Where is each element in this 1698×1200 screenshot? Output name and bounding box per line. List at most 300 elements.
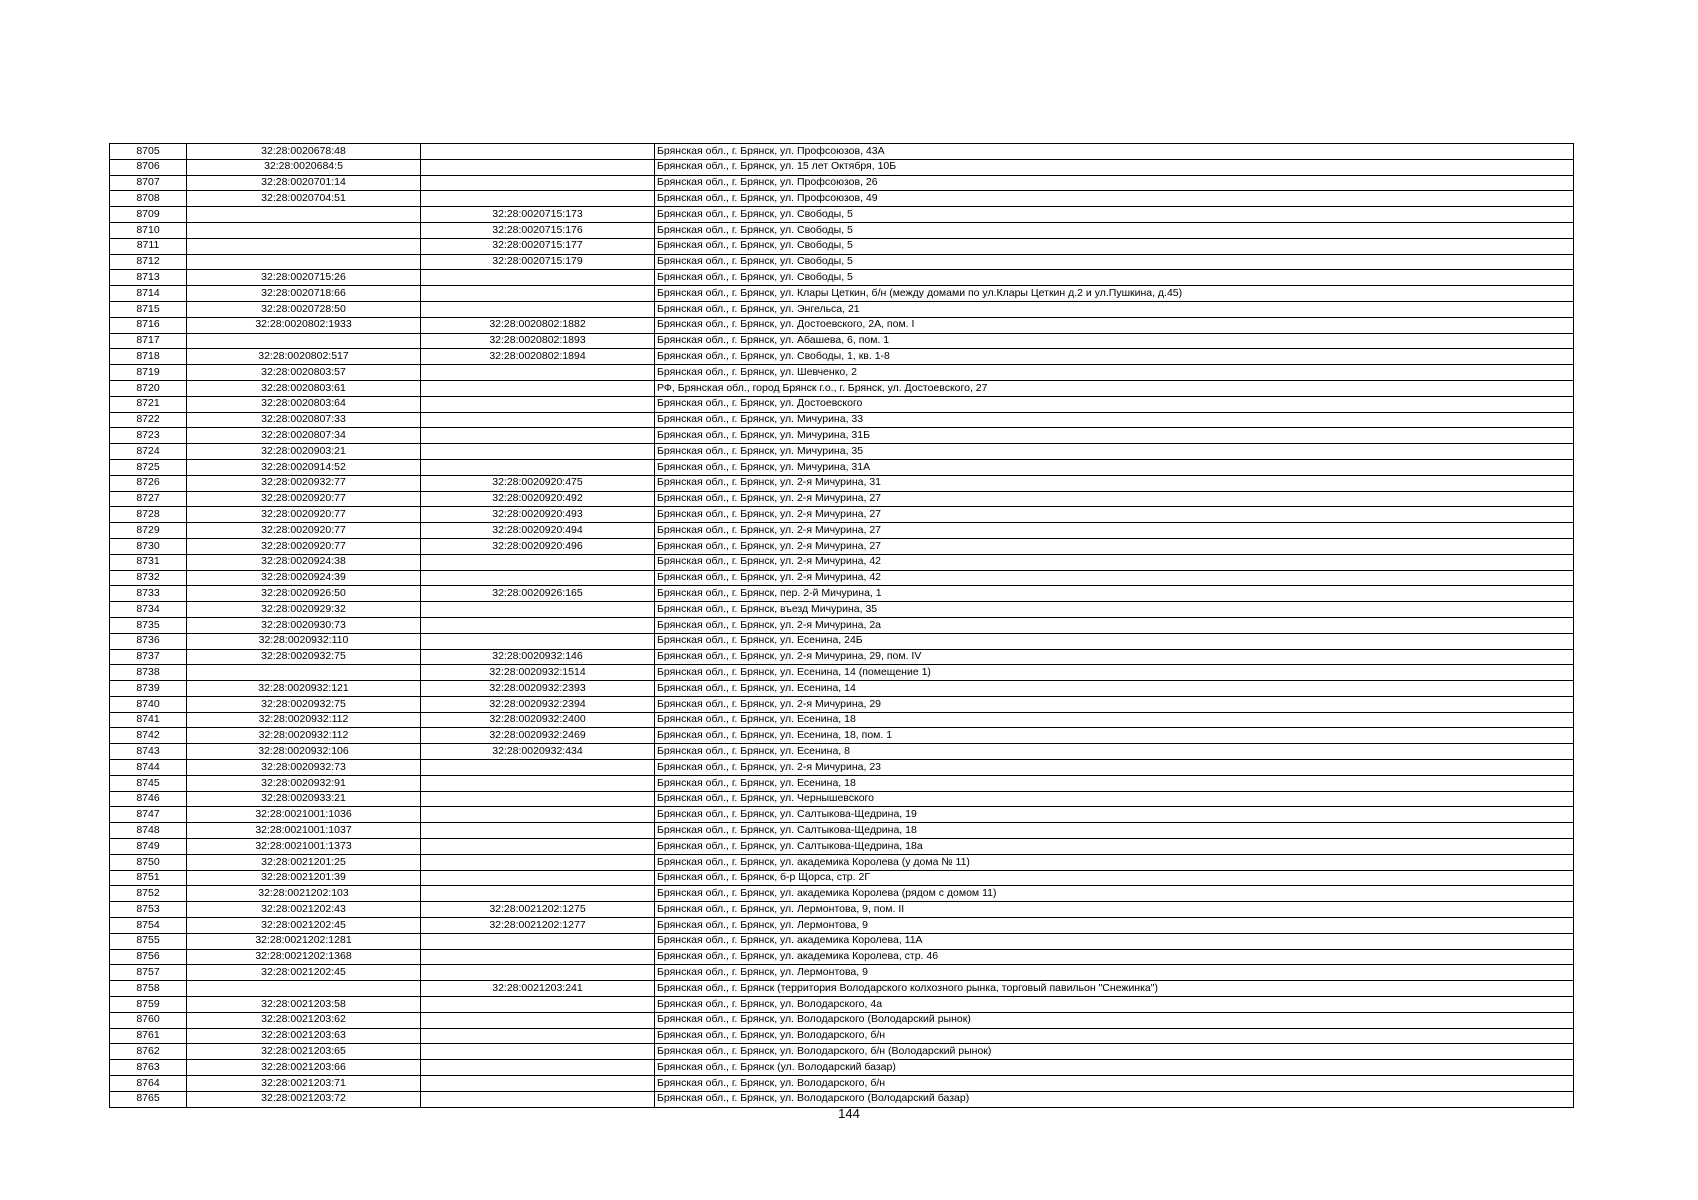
object-cadastral-number-cell: [421, 444, 655, 460]
address-cell: Брянская обл., г. Брянск, ул. Лермонтова, 9, пом. II: [655, 902, 1574, 918]
row-number-cell: 8745: [110, 775, 187, 791]
address-cell: Брянская обл., г. Брянск, ул. Энгельса, 21: [655, 301, 1574, 317]
row-number-cell: 8735: [110, 617, 187, 633]
address-cell: Брянская обл., г. Брянск, ул. Профсоюзов, 49: [655, 191, 1574, 207]
object-cadastral-number-cell: 32:28:0020932:2393: [421, 681, 655, 697]
land-cadastral-number-cell: 32:28:0021201:25: [187, 854, 421, 870]
table-row: [110, 870, 1574, 886]
land-cadastral-number-cell: 32:28:0020932:75: [187, 696, 421, 712]
object-cadastral-number-cell: [421, 1028, 655, 1044]
row-number-cell: 8761: [110, 1028, 187, 1044]
row-number-cell: 8743: [110, 744, 187, 760]
object-cadastral-number-cell: [421, 1091, 655, 1107]
row-number-cell: 8739: [110, 681, 187, 697]
land-cadastral-number-cell: 32:28:0021203:72: [187, 1091, 421, 1107]
land-cadastral-number-cell: 32:28:0020932:112: [187, 712, 421, 728]
table-row: [110, 1012, 1574, 1028]
land-cadastral-number-cell: 32:28:0020932:121: [187, 681, 421, 697]
land-cadastral-number-cell: 32:28:0020914:52: [187, 459, 421, 475]
land-cadastral-number-cell: 32:28:0020807:34: [187, 428, 421, 444]
row-number-cell: 8719: [110, 365, 187, 381]
object-cadastral-number-cell: [421, 823, 655, 839]
object-cadastral-number-cell: [421, 1076, 655, 1092]
table-row: [110, 965, 1574, 981]
row-number-cell: 8751: [110, 870, 187, 886]
table-row: [110, 681, 1574, 697]
object-cadastral-number-cell: [421, 554, 655, 570]
row-number-cell: 8731: [110, 554, 187, 570]
object-cadastral-number-cell: [421, 1060, 655, 1076]
land-cadastral-number-cell: [187, 254, 421, 270]
address-cell: Брянская обл., г. Брянск, ул. академика Королева (рядом с домом 11): [655, 886, 1574, 902]
row-number-cell: 8750: [110, 854, 187, 870]
row-number-cell: 8727: [110, 491, 187, 507]
address-cell: Брянская обл., г. Брянск, ул. Салтыкова-Щедрина, 18а: [655, 839, 1574, 855]
object-cadastral-number-cell: 32:28:0021202:1275: [421, 902, 655, 918]
address-cell: Брянская обл., г. Брянск, ул. Есенина, 24Б: [655, 633, 1574, 649]
row-number-cell: 8712: [110, 254, 187, 270]
address-cell: Брянская обл., г. Брянск, ул. Профсоюзов, 43А: [655, 144, 1574, 160]
address-cell: Брянская обл., г. Брянск, ул. Есенина, 18: [655, 775, 1574, 791]
address-cell: Брянская обл., г. Брянск, ул. 2-я Мичурина, 42: [655, 570, 1574, 586]
object-cadastral-number-cell: [421, 854, 655, 870]
address-cell: Брянская обл., г. Брянск, ул. Лермонтова, 9: [655, 965, 1574, 981]
table-row: [110, 238, 1574, 254]
table-row: [110, 981, 1574, 997]
address-cell: Брянская обл., г. Брянск, ул. Лермонтова, 9: [655, 918, 1574, 934]
land-cadastral-number-cell: 32:28:0020924:39: [187, 570, 421, 586]
row-number-cell: 8733: [110, 586, 187, 602]
object-cadastral-number-cell: [421, 286, 655, 302]
row-number-cell: 8707: [110, 175, 187, 191]
address-cell: Брянская обл., г. Брянск, ул. Есенина, 18, пом. 1: [655, 728, 1574, 744]
address-cell: Брянская обл., г. Брянск, ул. Свободы, 5: [655, 238, 1574, 254]
object-cadastral-number-cell: [421, 1012, 655, 1028]
land-cadastral-number-cell: 32:28:0020933:21: [187, 791, 421, 807]
land-cadastral-number-cell: 32:28:0020803:64: [187, 396, 421, 412]
object-cadastral-number-cell: [421, 602, 655, 618]
table-row: [110, 602, 1574, 618]
address-cell: Брянская обл., г. Брянск, ул. Володарского, 4а: [655, 997, 1574, 1013]
address-cell: Брянская обл., г. Брянск, ул. 2-я Мичурина, 27: [655, 491, 1574, 507]
land-cadastral-number-cell: [187, 665, 421, 681]
row-number-cell: 8721: [110, 396, 187, 412]
row-number-cell: 8717: [110, 333, 187, 349]
row-number-cell: 8705: [110, 144, 187, 160]
table-row: [110, 997, 1574, 1013]
table-row: [110, 949, 1574, 965]
address-cell: Брянская обл., г. Брянск (ул. Володарский базар): [655, 1060, 1574, 1076]
object-cadastral-number-cell: 32:28:0020932:146: [421, 649, 655, 665]
land-cadastral-number-cell: 32:28:0020924:38: [187, 554, 421, 570]
address-cell: Брянская обл., г. Брянск, б-р Щорса, стр. 2Г: [655, 870, 1574, 886]
land-cadastral-number-cell: [187, 222, 421, 238]
object-cadastral-number-cell: [421, 301, 655, 317]
object-cadastral-number-cell: [421, 633, 655, 649]
row-number-cell: 8713: [110, 270, 187, 286]
table-row: [110, 207, 1574, 223]
table-row: [110, 728, 1574, 744]
row-number-cell: 8711: [110, 238, 187, 254]
row-number-cell: 8764: [110, 1076, 187, 1092]
row-number-cell: 8741: [110, 712, 187, 728]
address-cell: Брянская обл., г. Брянск, ул. 2-я Мичурина, 42: [655, 554, 1574, 570]
row-number-cell: 8759: [110, 997, 187, 1013]
row-number-cell: 8749: [110, 839, 187, 855]
row-number-cell: 8740: [110, 696, 187, 712]
row-number-cell: 8723: [110, 428, 187, 444]
object-cadastral-number-cell: 32:28:0020920:492: [421, 491, 655, 507]
row-number-cell: 8747: [110, 807, 187, 823]
table-row: [110, 918, 1574, 934]
address-cell: Брянская обл., г. Брянск, ул. Мичурина, 35: [655, 444, 1574, 460]
land-cadastral-number-cell: 32:28:0021203:71: [187, 1076, 421, 1092]
land-cadastral-number-cell: [187, 981, 421, 997]
row-number-cell: 8715: [110, 301, 187, 317]
row-number-cell: 8744: [110, 760, 187, 776]
address-cell: Брянская обл., г. Брянск, ул. 2-я Мичурина, 27: [655, 507, 1574, 523]
land-cadastral-number-cell: 32:28:0021202:45: [187, 965, 421, 981]
address-cell: Брянская обл., г. Брянск, ул. Клары Цеткин, б/н (между домами по ул.Клары Цеткин д.2 и ул.Пушкина, д.45): [655, 286, 1574, 302]
object-cadastral-number-cell: 32:28:0020920:496: [421, 538, 655, 554]
table-row: [110, 744, 1574, 760]
row-number-cell: 8757: [110, 965, 187, 981]
row-number-cell: 8716: [110, 317, 187, 333]
row-number-cell: 8756: [110, 949, 187, 965]
table-row: [110, 459, 1574, 475]
address-cell: Брянская обл., г. Брянск, ул. Абашева, 6, пом. 1: [655, 333, 1574, 349]
table-row: [110, 633, 1574, 649]
object-cadastral-number-cell: 32:28:0020920:494: [421, 523, 655, 539]
table-row: [110, 712, 1574, 728]
row-number-cell: 8736: [110, 633, 187, 649]
row-number-cell: 8742: [110, 728, 187, 744]
object-cadastral-number-cell: 32:28:0020802:1882: [421, 317, 655, 333]
land-cadastral-number-cell: 32:28:0021202:1368: [187, 949, 421, 965]
object-cadastral-number-cell: [421, 396, 655, 412]
land-cadastral-number-cell: 32:28:0020678:48: [187, 144, 421, 160]
row-number-cell: 8726: [110, 475, 187, 491]
object-cadastral-number-cell: [421, 380, 655, 396]
land-cadastral-number-cell: 32:28:0020932:106: [187, 744, 421, 760]
object-cadastral-number-cell: 32:28:0020932:2394: [421, 696, 655, 712]
row-number-cell: 8754: [110, 918, 187, 934]
table-row: [110, 301, 1574, 317]
land-cadastral-number-cell: 32:28:0021203:66: [187, 1060, 421, 1076]
object-cadastral-number-cell: 32:28:0020920:493: [421, 507, 655, 523]
land-cadastral-number-cell: 32:28:0020802:1933: [187, 317, 421, 333]
object-cadastral-number-cell: 32:28:0020715:177: [421, 238, 655, 254]
address-cell: Брянская обл., г. Брянск, ул. Профсоюзов, 26: [655, 175, 1574, 191]
land-cadastral-number-cell: 32:28:0020932:75: [187, 649, 421, 665]
address-cell: Брянская обл., г. Брянск, ул. Шевченко, 2: [655, 365, 1574, 381]
land-cadastral-number-cell: 32:28:0021203:63: [187, 1028, 421, 1044]
address-cell: Брянская обл., г. Брянск, ул. Свободы, 5: [655, 254, 1574, 270]
object-cadastral-number-cell: [421, 570, 655, 586]
address-cell: Брянская обл., г. Брянск, ул. 2-я Мичурина, 27: [655, 538, 1574, 554]
object-cadastral-number-cell: [421, 1044, 655, 1060]
table-row: [110, 665, 1574, 681]
object-cadastral-number-cell: [421, 870, 655, 886]
row-number-cell: 8753: [110, 902, 187, 918]
object-cadastral-number-cell: [421, 807, 655, 823]
address-cell: Брянская обл., г. Брянск, ул. 2-я Мичурина, 31: [655, 475, 1574, 491]
object-cadastral-number-cell: [421, 159, 655, 175]
row-number-cell: 8748: [110, 823, 187, 839]
address-cell: Брянская обл., г. Брянск, ул. Свободы, 1, кв. 1-8: [655, 349, 1574, 365]
address-cell: Брянская обл., г. Брянск, ул. Володарского (Володарский базар): [655, 1091, 1574, 1107]
land-cadastral-number-cell: 32:28:0021001:1036: [187, 807, 421, 823]
registry-table-body: [110, 144, 1574, 1108]
table-row: [110, 270, 1574, 286]
object-cadastral-number-cell: 32:28:0020926:165: [421, 586, 655, 602]
table-row: [110, 1028, 1574, 1044]
table-row: [110, 1060, 1574, 1076]
address-cell: Брянская обл., г. Брянск, ул. Мичурина, 33: [655, 412, 1574, 428]
row-number-cell: 8763: [110, 1060, 187, 1076]
page-number: 144: [838, 1106, 860, 1121]
land-cadastral-number-cell: 32:28:0021203:65: [187, 1044, 421, 1060]
row-number-cell: 8738: [110, 665, 187, 681]
table-row: [110, 333, 1574, 349]
land-cadastral-number-cell: 32:28:0020920:77: [187, 507, 421, 523]
object-cadastral-number-cell: [421, 191, 655, 207]
land-cadastral-number-cell: 32:28:0020728:50: [187, 301, 421, 317]
table-row: [110, 286, 1574, 302]
object-cadastral-number-cell: [421, 617, 655, 633]
object-cadastral-number-cell: 32:28:0020932:434: [421, 744, 655, 760]
land-cadastral-number-cell: 32:28:0020802:517: [187, 349, 421, 365]
address-cell: Брянская обл., г. Брянск, ул. Есенина, 18: [655, 712, 1574, 728]
table-row: [110, 1044, 1574, 1060]
object-cadastral-number-cell: [421, 997, 655, 1013]
object-cadastral-number-cell: 32:28:0020715:176: [421, 222, 655, 238]
table-row: [110, 349, 1574, 365]
table-row: [110, 1091, 1574, 1107]
row-number-cell: 8737: [110, 649, 187, 665]
address-cell: Брянская обл., г. Брянск, пер. 2-й Мичурина, 1: [655, 586, 1574, 602]
object-cadastral-number-cell: [421, 365, 655, 381]
table-row: [110, 191, 1574, 207]
row-number-cell: 8755: [110, 933, 187, 949]
row-number-cell: 8760: [110, 1012, 187, 1028]
land-cadastral-number-cell: 32:28:0020929:32: [187, 602, 421, 618]
table-row: [110, 554, 1574, 570]
table-row: [110, 839, 1574, 855]
object-cadastral-number-cell: [421, 965, 655, 981]
table-row: [110, 444, 1574, 460]
land-cadastral-number-cell: [187, 333, 421, 349]
table-row: [110, 538, 1574, 554]
address-cell: Брянская обл., г. Брянск, ул. Свободы, 5: [655, 270, 1574, 286]
land-cadastral-number-cell: 32:28:0021201:39: [187, 870, 421, 886]
table-row: [110, 365, 1574, 381]
table-row: [110, 317, 1574, 333]
row-number-cell: 8762: [110, 1044, 187, 1060]
table-row: [110, 396, 1574, 412]
table-row: [110, 175, 1574, 191]
address-cell: Брянская обл., г. Брянск, ул. Салтыкова-Щедрина, 19: [655, 807, 1574, 823]
object-cadastral-number-cell: 32:28:0020932:2469: [421, 728, 655, 744]
address-cell: Брянская обл., г. Брянск, ул. 15 лет Октября, 10Б: [655, 159, 1574, 175]
table-row: [110, 775, 1574, 791]
table-row: [110, 902, 1574, 918]
address-cell: Брянская обл., г. Брянск, ул. Достоевского, 2А, пом. I: [655, 317, 1574, 333]
address-cell: Брянская обл., г. Брянск, ул. 2-я Мичурина, 29, пом. IV: [655, 649, 1574, 665]
row-number-cell: 8710: [110, 222, 187, 238]
table-row: [110, 649, 1574, 665]
address-cell: Брянская обл., г. Брянск, ул. академика Королева, стр. 46: [655, 949, 1574, 965]
row-number-cell: 8708: [110, 191, 187, 207]
table-row: [110, 570, 1574, 586]
row-number-cell: 8746: [110, 791, 187, 807]
object-cadastral-number-cell: [421, 428, 655, 444]
land-cadastral-number-cell: 32:28:0020932:91: [187, 775, 421, 791]
address-cell: Брянская обл., г. Брянск, ул. Есенина, 14 (помещение 1): [655, 665, 1574, 681]
address-cell: Брянская обл., г. Брянск, ул. академика Королева (у дома № 11): [655, 854, 1574, 870]
table-row: [110, 380, 1574, 396]
row-number-cell: 8718: [110, 349, 187, 365]
object-cadastral-number-cell: 32:28:0020715:179: [421, 254, 655, 270]
land-cadastral-number-cell: 32:28:0021202:1281: [187, 933, 421, 949]
address-cell: Брянская обл., г. Брянск, ул. 2-я Мичурина, 2а: [655, 617, 1574, 633]
address-cell: Брянская обл., г. Брянск, ул. Володарского (Володарский рынок): [655, 1012, 1574, 1028]
land-cadastral-number-cell: 32:28:0021001:1373: [187, 839, 421, 855]
table-row: [110, 760, 1574, 776]
object-cadastral-number-cell: 32:28:0021202:1277: [421, 918, 655, 934]
land-cadastral-number-cell: 32:28:0020932:112: [187, 728, 421, 744]
land-cadastral-number-cell: 32:28:0020807:33: [187, 412, 421, 428]
row-number-cell: 8709: [110, 207, 187, 223]
address-cell: Брянская обл., г. Брянск, ул. Есенина, 8: [655, 744, 1574, 760]
row-number-cell: 8722: [110, 412, 187, 428]
object-cadastral-number-cell: 32:28:0020715:173: [421, 207, 655, 223]
object-cadastral-number-cell: [421, 839, 655, 855]
address-cell: Брянская обл., г. Брянск, ул. Володарского, б/н: [655, 1076, 1574, 1092]
land-cadastral-number-cell: 32:28:0020920:77: [187, 523, 421, 539]
land-cadastral-number-cell: 32:28:0021202:45: [187, 918, 421, 934]
land-cadastral-number-cell: 32:28:0020920:77: [187, 491, 421, 507]
address-cell: Брянская обл., г. Брянск (территория Володарского колхозного рынка, торговый павильон "Снежинка"): [655, 981, 1574, 997]
land-cadastral-number-cell: 32:28:0020926:50: [187, 586, 421, 602]
row-number-cell: 8732: [110, 570, 187, 586]
table-row: [110, 159, 1574, 175]
table-row: [110, 886, 1574, 902]
address-cell: Брянская обл., г. Брянск, ул. Есенина, 14: [655, 681, 1574, 697]
table-row: [110, 854, 1574, 870]
object-cadastral-number-cell: 32:28:0020802:1894: [421, 349, 655, 365]
land-cadastral-number-cell: 32:28:0020704:51: [187, 191, 421, 207]
address-cell: Брянская обл., г. Брянск, ул. Чернышевского: [655, 791, 1574, 807]
land-cadastral-number-cell: 32:28:0021202:43: [187, 902, 421, 918]
land-cadastral-number-cell: [187, 238, 421, 254]
land-cadastral-number-cell: 32:28:0020930:73: [187, 617, 421, 633]
land-cadastral-number-cell: 32:28:0020920:77: [187, 538, 421, 554]
table-row: [110, 254, 1574, 270]
row-number-cell: 8724: [110, 444, 187, 460]
table-row: [110, 791, 1574, 807]
object-cadastral-number-cell: [421, 775, 655, 791]
address-cell: Брянская обл., г. Брянск, ул. Володарского, б/н: [655, 1028, 1574, 1044]
table-row: [110, 696, 1574, 712]
land-cadastral-number-cell: 32:28:0020932:77: [187, 475, 421, 491]
table-row: [110, 586, 1574, 602]
address-cell: Брянская обл., г. Брянск, ул. Мичурина, 31А: [655, 459, 1574, 475]
table-row: [110, 507, 1574, 523]
object-cadastral-number-cell: 32:28:0021203:241: [421, 981, 655, 997]
object-cadastral-number-cell: [421, 144, 655, 160]
address-cell: РФ, Брянская обл., город Брянск г.о., г. Брянск, ул. Достоевского, 27: [655, 380, 1574, 396]
object-cadastral-number-cell: [421, 760, 655, 776]
address-cell: Брянская обл., г. Брянск, ул. 2-я Мичурина, 23: [655, 760, 1574, 776]
row-number-cell: 8752: [110, 886, 187, 902]
table-row: [110, 491, 1574, 507]
address-cell: Брянская обл., г. Брянск, ул. академика Королева, 11А: [655, 933, 1574, 949]
address-cell: Брянская обл., г. Брянск, ул. 2-я Мичурина, 27: [655, 523, 1574, 539]
row-number-cell: 8706: [110, 159, 187, 175]
object-cadastral-number-cell: 32:28:0020802:1893: [421, 333, 655, 349]
land-cadastral-number-cell: 32:28:0021202:103: [187, 886, 421, 902]
row-number-cell: 8758: [110, 981, 187, 997]
table-row: [110, 523, 1574, 539]
table-row: [110, 1076, 1574, 1092]
address-cell: Брянская обл., г. Брянск, ул. Салтыкова-Щедрина, 18: [655, 823, 1574, 839]
address-cell: Брянская обл., г. Брянск, ул. Достоевского: [655, 396, 1574, 412]
land-cadastral-number-cell: 32:28:0021203:58: [187, 997, 421, 1013]
land-cadastral-number-cell: 32:28:0020701:14: [187, 175, 421, 191]
land-cadastral-number-cell: 32:28:0020803:61: [187, 380, 421, 396]
object-cadastral-number-cell: 32:28:0020920:475: [421, 475, 655, 491]
land-cadastral-number-cell: 32:28:0020715:26: [187, 270, 421, 286]
object-cadastral-number-cell: [421, 459, 655, 475]
table-row: [110, 823, 1574, 839]
land-cadastral-number-cell: 32:28:0020718:66: [187, 286, 421, 302]
land-cadastral-number-cell: [187, 207, 421, 223]
table-row: [110, 222, 1574, 238]
row-number-cell: 8734: [110, 602, 187, 618]
land-cadastral-number-cell: 32:28:0020903:21: [187, 444, 421, 460]
object-cadastral-number-cell: [421, 886, 655, 902]
table-row: [110, 428, 1574, 444]
table-row: [110, 617, 1574, 633]
row-number-cell: 8729: [110, 523, 187, 539]
object-cadastral-number-cell: [421, 933, 655, 949]
object-cadastral-number-cell: [421, 175, 655, 191]
address-cell: Брянская обл., г. Брянск, ул. Свободы, 5: [655, 207, 1574, 223]
address-cell: Брянская обл., г. Брянск, ул. Свободы, 5: [655, 222, 1574, 238]
row-number-cell: 8725: [110, 459, 187, 475]
address-cell: Брянская обл., г. Брянск, ул. Володарского, б/н (Володарский рынок): [655, 1044, 1574, 1060]
table-row: [110, 933, 1574, 949]
row-number-cell: 8765: [110, 1091, 187, 1107]
address-cell: Брянская обл., г. Брянск, ул. Мичурина, 31Б: [655, 428, 1574, 444]
land-cadastral-number-cell: 32:28:0021203:62: [187, 1012, 421, 1028]
land-cadastral-number-cell: 32:28:0020684:5: [187, 159, 421, 175]
land-cadastral-number-cell: 32:28:0020932:110: [187, 633, 421, 649]
row-number-cell: 8720: [110, 380, 187, 396]
object-cadastral-number-cell: [421, 949, 655, 965]
address-cell: Брянская обл., г. Брянск, въезд Мичурина, 35: [655, 602, 1574, 618]
row-number-cell: 8728: [110, 507, 187, 523]
table-row: [110, 144, 1574, 160]
registry-table: [109, 143, 1574, 1108]
land-cadastral-number-cell: 32:28:0021001:1037: [187, 823, 421, 839]
row-number-cell: 8714: [110, 286, 187, 302]
land-cadastral-number-cell: 32:28:0020803:57: [187, 365, 421, 381]
address-cell: Брянская обл., г. Брянск, ул. 2-я Мичурина, 29: [655, 696, 1574, 712]
object-cadastral-number-cell: 32:28:0020932:1514: [421, 665, 655, 681]
table-row: [110, 475, 1574, 491]
